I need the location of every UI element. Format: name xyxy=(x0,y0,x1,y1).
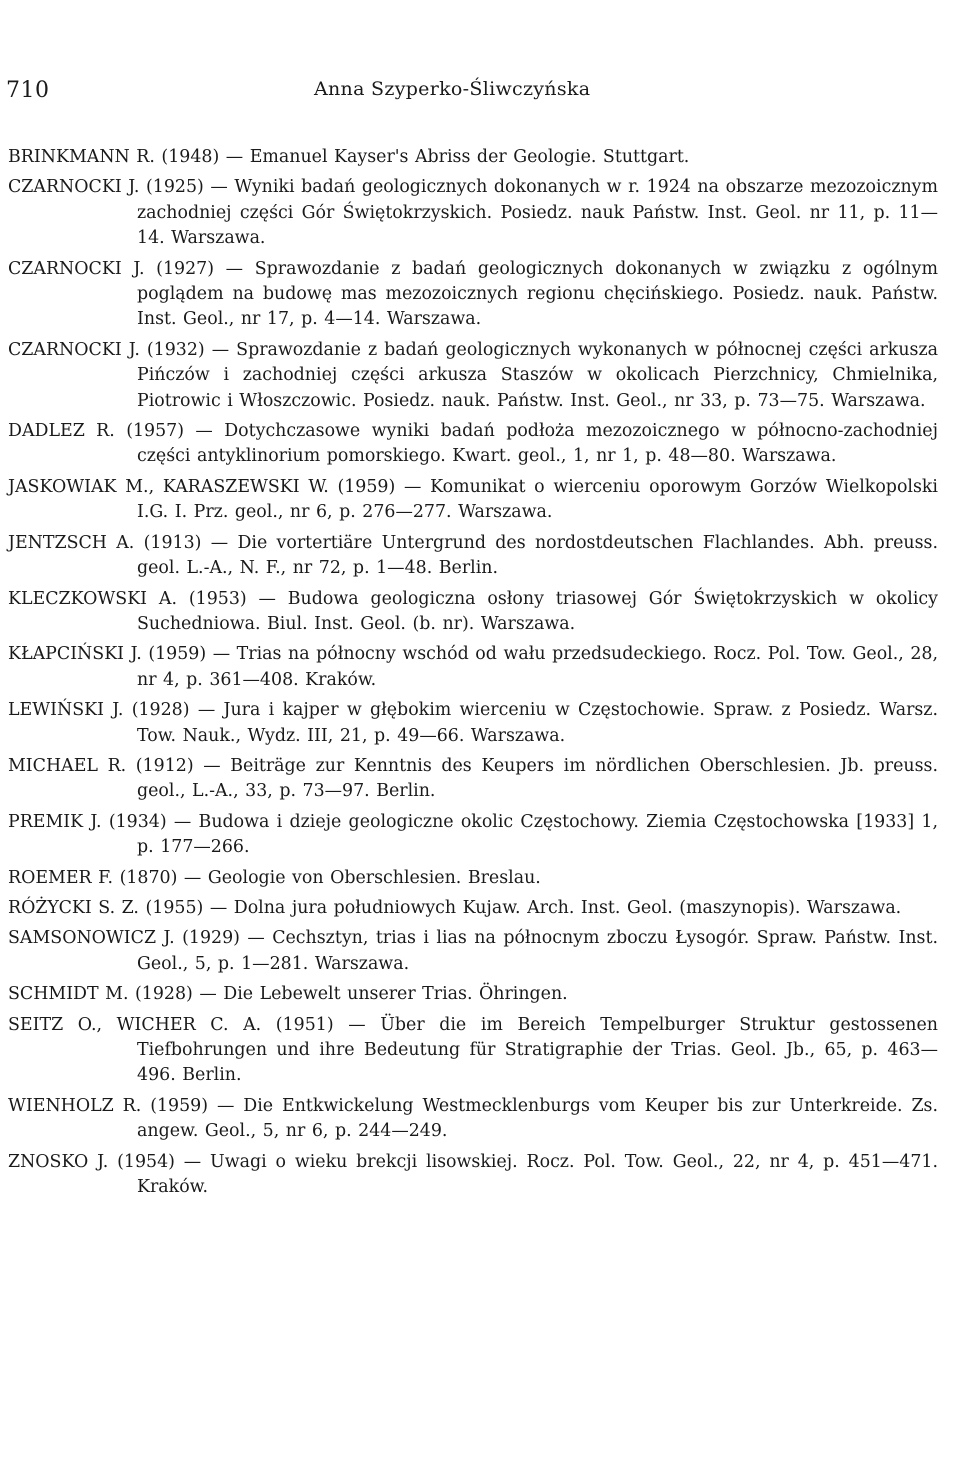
reference-entry: PREMIK J. (1934) — Budowa i dzieje geologiczne okolic Częstochowy. Ziemia Częstochowska [1933] 1, p. 177—266. xyxy=(8,811,938,858)
running-head: Anna Szyperko-Śliwczyńska xyxy=(314,78,591,100)
reference-entry: KŁAPCIŃSKI J. (1959) — Trias na północny wschód od wału przedsudeckiego. Rocz. Pol. Tow. Geol., 28, nr 4, p. 361—408. Kraków. xyxy=(8,644,938,690)
reference-entry: ZNOSKO J. (1954) — Uwagi o wieku brekcji lisowskiej. Rocz. Pol. Tow. Geol., 22, nr 4, p. 451—471. Kraków. xyxy=(8,1151,938,1198)
page-number: 710 xyxy=(6,78,50,103)
reference-entry: CZARNOCKI J. (1932) — Sprawozdanie z badań geologicznych wykonanych w północnej części arkusza Pińczów i zachodniej części arkusza Staszów w okolicach Pierzchnicy, Chmielnika, Piotrowic i Włoszczowic. Posiedz. nauk. Państw. Inst. Geol., nr 33, p. 73—75. Warszawa. xyxy=(8,339,938,411)
reference-list xyxy=(8,145,938,1205)
reference-entry: KLECZKOWSKI A. (1953) — Budowa geologiczna osłony triasowej Gór Świętokrzyskich w okolicy Suchedniowa. Biul. Inst. Geol. (b. nr). Warszawa. xyxy=(8,588,938,634)
reference-entry: WIENHOLZ R. (1959) — Die Entkwickelung Westmecklenburgs vom Keuper bis zur Unterkreide. Zs. angew. Geol., 5, nr 6, p. 244—249. xyxy=(8,1095,938,1142)
reference-entry: CZARNOCKI J. (1925) — Wyniki badań geologicznych dokonanych w r. 1924 na obszarze mezozoicznym zachodniej części Gór Świętokrzyskich. Posiedz. nauk Państw. Inst. Geol. nr 11, p. 11—14. Warszawa. xyxy=(8,177,938,249)
reference-entry: MICHAEL R. (1912) — Beiträge zur Kenntnis des Keupers im nördlichen Oberschlesien. Jb. preuss. geol., L.-A., 33, p. 73—97. Berlin. xyxy=(8,755,938,802)
reference-entry: SEITZ O., WICHER C. A. (1951) — Über die im Bereich Tempelburger Struktur gestossenen Tiefbohrungen und ihre Bedeutung für Stratigraphie der Trias. Geol. Jb., 65, p. 463—496. Berlin. xyxy=(8,1014,938,1086)
reference-entry: BRINKMANN R. (1948) — Emanuel Kayser's Abriss der Geologie. Stuttgart. xyxy=(8,147,690,167)
reference-entry: ROEMER F. (1870) — Geologie von Oberschlesien. Breslau. xyxy=(8,867,541,888)
reference-entry: JASKOWIAK M., KARASZEWSKI W. (1959) — Komunikat o wierceniu oporowym Gorzów Wielkopolski I.G. I. Prz. geol., nr 6, p. 276—277. Warszawa. xyxy=(8,476,938,523)
reference-entry: CZARNOCKI J. (1927) — Sprawozdanie z badań geologicznych dokonanych w związku z ogólnym poglądem na budowę mas mezozoicznych regionu chęcińskiego. Posiedz. nauk. Państw. Inst. Geol., nr 17, p. 4—14. Warszawa. xyxy=(8,258,938,330)
reference-entry: RÓŻYCKI S. Z. (1955) — Dolna jura południowych Kujaw. Arch. Inst. Geol. (maszynopis). Warszawa. xyxy=(8,897,902,918)
reference-entry: DADLEZ R. (1957) — Dotychczasowe wyniki badań podłoża mezozoicznego w północno-zachodniej części antyklinorium pomorskiego. Kwart. geol., 1, nr 1, p. 48—80. Warszawa. xyxy=(8,421,938,467)
reference-entry: JENTZSCH A. (1913) — Die vortertiäre Untergrund des nordostdeutschen Flachlandes. Abh. preuss. geol. L.-A., N. F., nr 72, p. 1—48. Berlin. xyxy=(8,532,938,579)
reference-entry: LEWIŃSKI J. (1928) — Jura i kajper w głębokim wierceniu w Częstochowie. Spraw. z Posiedz. Warsz. Tow. Nauk., Wydz. III, 21, p. 49—66. Warszawa. xyxy=(8,700,938,746)
reference-entry: SCHMIDT M. (1928) — Die Lebewelt unserer Trias. Öhringen. xyxy=(8,984,568,1005)
reference-entry: SAMSONOWICZ J. (1929) — Cechsztyn, trias i lias na północnym zboczu Łysogór. Spraw. Państw. Inst. Geol., 5, p. 1—281. Warszawa. xyxy=(8,928,938,974)
